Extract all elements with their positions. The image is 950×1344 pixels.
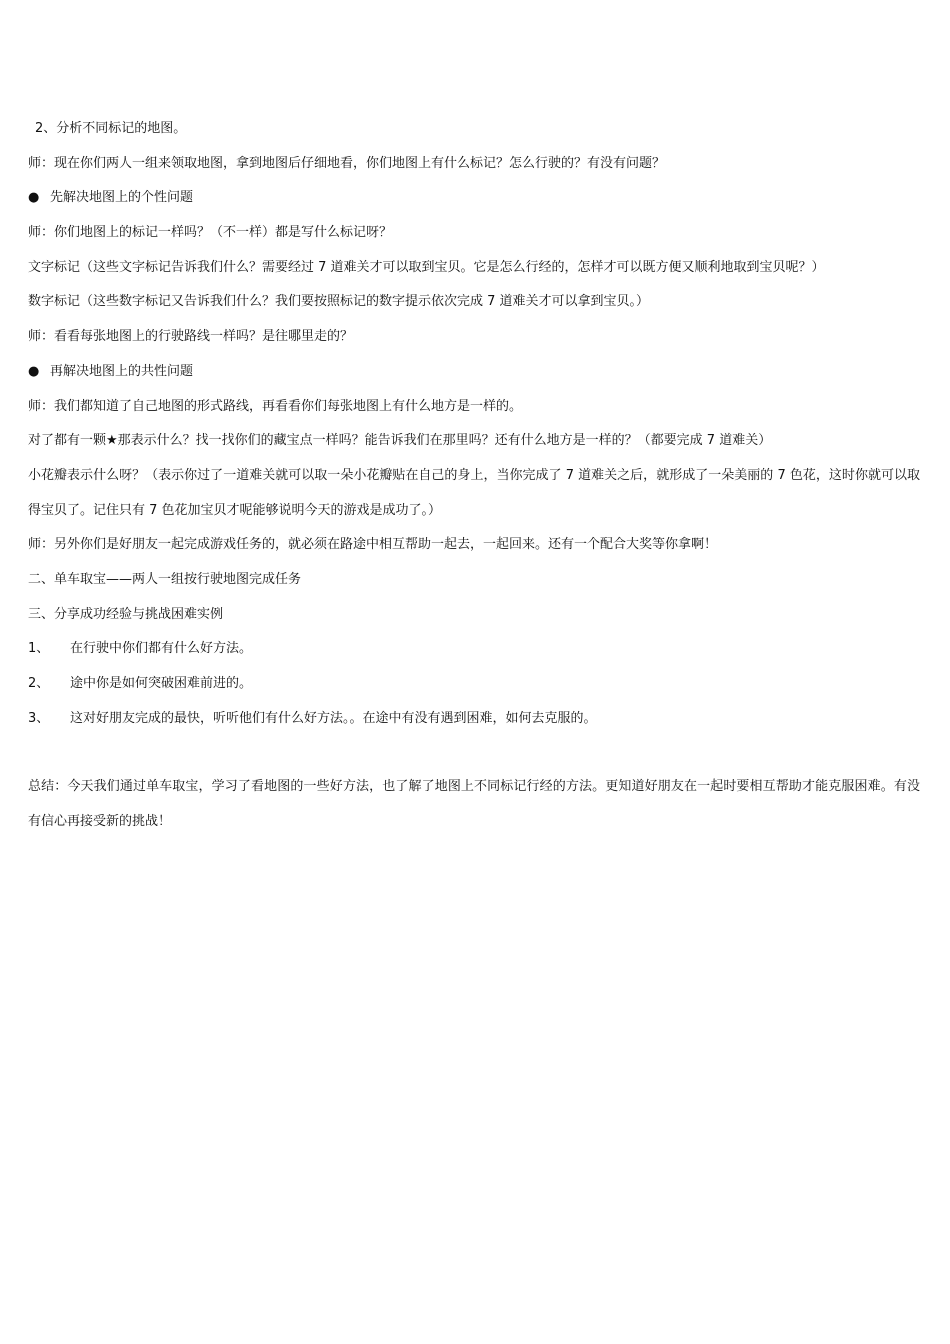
paragraph-teacher-5: 师：另外你们是好朋友一起完成游戏任务的，就必须在路途中相互帮助一起去，一起回来。还有一个配合大奖等你拿啊！ — [28, 537, 718, 553]
bullet-item-individual — [28, 188, 920, 208]
paragraph-teacher-2: 师：你们地图上的标记一样吗？（不一样）都是写什么标记呀？ — [28, 225, 393, 241]
document-body — [28, 119, 920, 847]
paragraph-star: 对了都有一颗★那表示什么？找一找你们的藏宝点一样吗？能告诉我们在那里吗？还有什么地方是一样的？（都要完成 7 道难关） — [28, 433, 772, 449]
list-text: 这对好朋友完成的最快，听听他们有什么好方法。。在途中有没有遇到困难，如何去克服的。 — [70, 710, 597, 726]
list-item-1 — [28, 639, 920, 659]
paragraph-teacher-1: 师：现在你们两人一组来领取地图，拿到地图后仔细地看，你们地图上有什么标记？怎么行驶的？有没有问题？ — [28, 155, 666, 171]
list-item-2 — [28, 674, 920, 694]
list-text: 在行驶中你们都有什么好方法。 — [70, 641, 253, 657]
section-heading-share: 三、分享成功经验与挑战困难实例 — [28, 606, 224, 622]
section-heading-analyze-maps: 2、分析不同标记的地图。 — [35, 121, 187, 136]
list-number: 2、 — [28, 676, 50, 692]
bullet-item-common — [28, 362, 920, 382]
paragraph-petals: 小花瓣表示什么呀？（表示你过了一道难关就可以取一朵小花瓣贴在自己的身上，当你完成了 7 道难关之后，就形成了一朵美丽的 7 色花，这时你就可以取得宝贝了。记住只有 7 色花加宝贝才呢能够说明今天的游戏是成功了。） — [28, 467, 920, 518]
list-text: 途中你是如何突破困难前进的。 — [70, 676, 253, 692]
bullet-icon: ● — [28, 190, 40, 206]
list-item-3 — [28, 709, 920, 729]
paragraph-summary: 总结：今天我们通过单车取宝，学习了看地图的一些好方法，也了解了地图上不同标记行经的方法。更知道好朋友在一起时要相互帮助才能克服困难。有没有信心再接受新的挑战！ — [28, 779, 920, 830]
paragraph-text-marks: 文字标记（这些文字标记告诉我们什么？需要经过 7 道难关才可以取到宝贝。它是怎么行经的，怎样才可以既方便又顺利地取到宝贝呢？） — [28, 259, 825, 275]
list-number: 1、 — [28, 641, 50, 657]
paragraph-teacher-4: 师：我们都知道了自己地图的形式路线，再看看你们每张地图上有什么地方是一样的。 — [28, 398, 523, 414]
paragraph-number-marks: 数字标记（这些数字标记又告诉我们什么？我们要按照标记的数字提示依次完成 7 道难关才可以拿到宝贝。） — [28, 294, 650, 310]
bullet-text: 先解决地图上的个性问题 — [50, 190, 194, 206]
bullet-text: 再解决地图上的共性问题 — [50, 363, 194, 379]
section-heading-bike: 二、单车取宝——两人一组按行驶地图完成任务 — [28, 571, 302, 587]
list-number: 3、 — [28, 710, 50, 726]
paragraph-teacher-3: 师：看看每张地图上的行驶路线一样吗？是往哪里走的？ — [28, 329, 354, 345]
bullet-icon: ● — [28, 363, 40, 379]
